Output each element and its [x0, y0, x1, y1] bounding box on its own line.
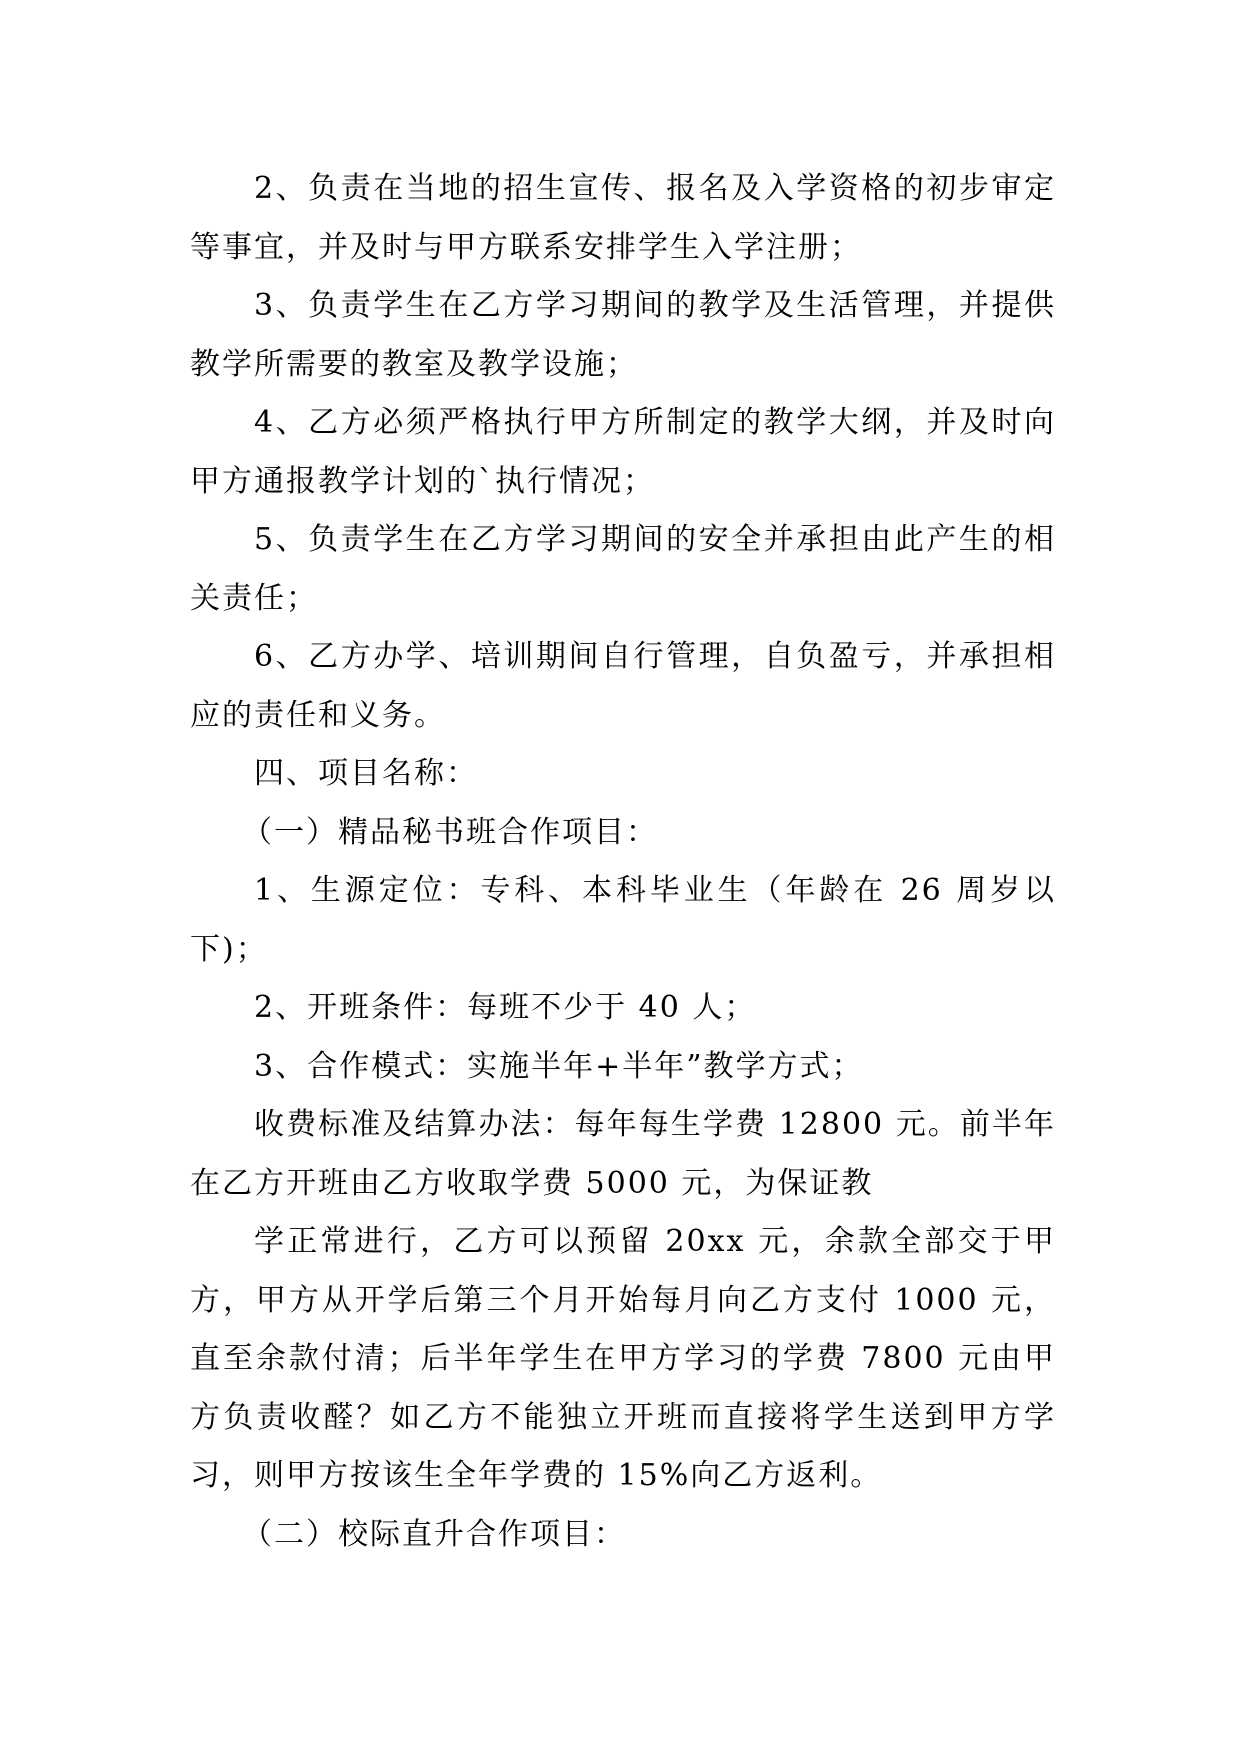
subsection-heading-two: （二）校际直升合作项目： — [242, 1516, 626, 1552]
paragraph-cooperation-mode: 3、合作模式：实施半年+半年”教学方式； — [254, 1048, 864, 1084]
paragraph-item-5: 5、负责学生在乙方学习期间的安全并承担由此产生的相关责任； — [190, 522, 1056, 616]
paragraph-item-2: 2、负责在当地的招生宣传、报名及入学资格的初步审定等事宜，并及时与甲方联系安排学生入学注册； — [190, 171, 1056, 265]
paragraph-class-condition: 2、开班条件：每班不少于 40 人； — [254, 990, 757, 1025]
section-heading-four: 四、项目名称： — [254, 756, 478, 791]
paragraph-item-6: 6、乙方办学、培训期间自行管理，自负盈亏，并承担相应的责任和义务。 — [190, 639, 1056, 733]
subsection-heading-one: （一）精品秘书班合作项目： — [242, 814, 658, 850]
paragraph-student-source: 1、生源定位：专科、本科毕业生（年龄在 26 周岁以下)； — [190, 873, 1056, 967]
paragraph-item-4: 4、乙方必须严格执行甲方所制定的教学大纲，并及时向甲方通报教学计划的`执行情况； — [190, 405, 1056, 499]
paragraph-fee-settlement: 学正常进行，乙方可以预留 20xx 元，余款全部交于甲方，甲方从开学后第三个月开始每月向乙方支付 1000 元，直至余款付清；后半年学生在甲方学习的学费 7800 元由甲方负责收醛？如乙方不能独立开班而直接将学生送到甲方学习，则甲方按该生全年学费的 15%向乙方返利。 — [190, 1224, 1056, 1493]
paragraph-item-3: 3、负责学生在乙方学习期间的教学及生活管理，并提供教学所需要的教室及教学设施； — [190, 288, 1056, 382]
document-body — [190, 160, 1056, 1564]
paragraph-fee-standard: 收费标准及结算办法：每年每生学费 12800 元。前半年在乙方开班由乙方收取学费 5000 元，为保证教 — [190, 1107, 1056, 1201]
